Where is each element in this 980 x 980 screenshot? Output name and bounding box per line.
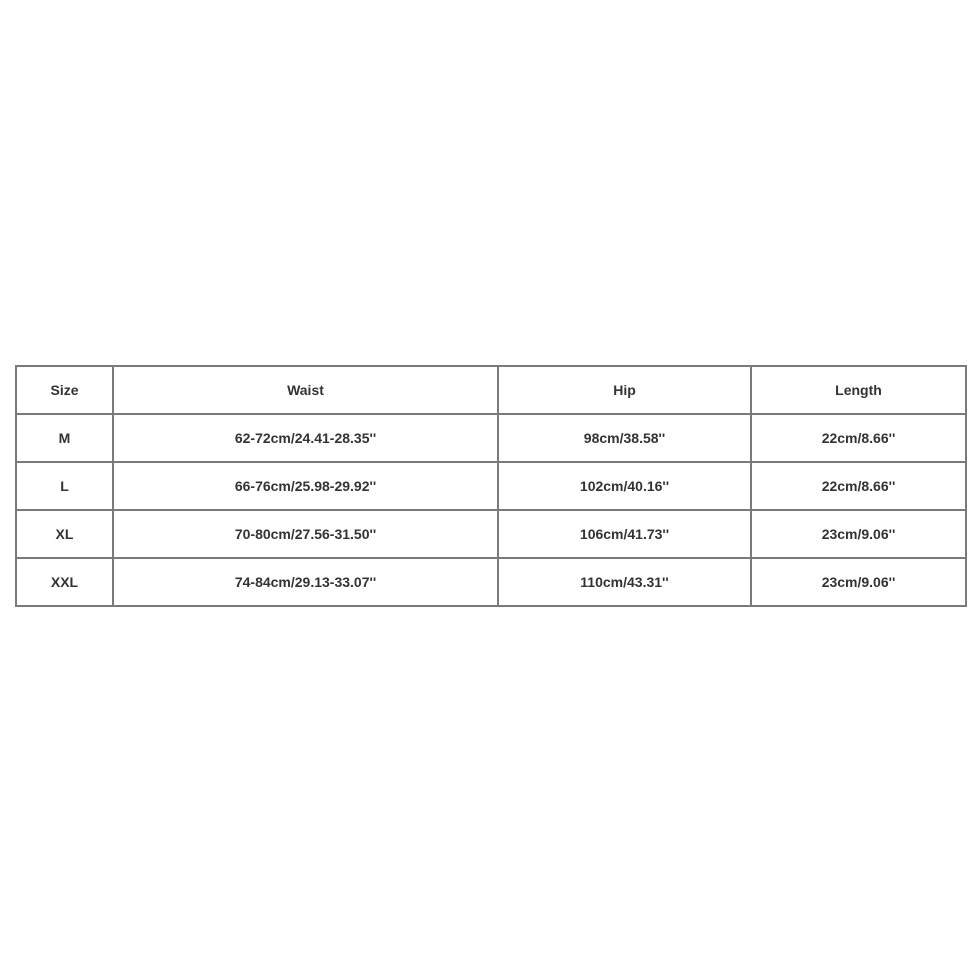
header-waist: Waist: [113, 366, 498, 414]
cell-waist: 66-76cm/25.98-29.92'': [113, 462, 498, 510]
cell-hip: 106cm/41.73'': [498, 510, 751, 558]
cell-waist: 70-80cm/27.56-31.50'': [113, 510, 498, 558]
cell-waist: 74-84cm/29.13-33.07'': [113, 558, 498, 606]
cell-length: 22cm/8.66'': [751, 414, 966, 462]
cell-size: L: [16, 462, 113, 510]
table-row: [16, 558, 966, 606]
size-chart-table: [15, 365, 967, 607]
cell-size: XL: [16, 510, 113, 558]
cell-size: M: [16, 414, 113, 462]
cell-hip: 110cm/43.31'': [498, 558, 751, 606]
cell-hip: 102cm/40.16'': [498, 462, 751, 510]
cell-length: 23cm/9.06'': [751, 510, 966, 558]
header-length: Length: [751, 366, 966, 414]
cell-waist: 62-72cm/24.41-28.35'': [113, 414, 498, 462]
cell-length: 23cm/9.06'': [751, 558, 966, 606]
table-row: [16, 462, 966, 510]
cell-length: 22cm/8.66'': [751, 462, 966, 510]
header-row: [16, 366, 966, 414]
header-size: Size: [16, 366, 113, 414]
table-row: [16, 414, 966, 462]
cell-hip: 98cm/38.58'': [498, 414, 751, 462]
header-hip: Hip: [498, 366, 751, 414]
table-row: [16, 510, 966, 558]
cell-size: XXL: [16, 558, 113, 606]
